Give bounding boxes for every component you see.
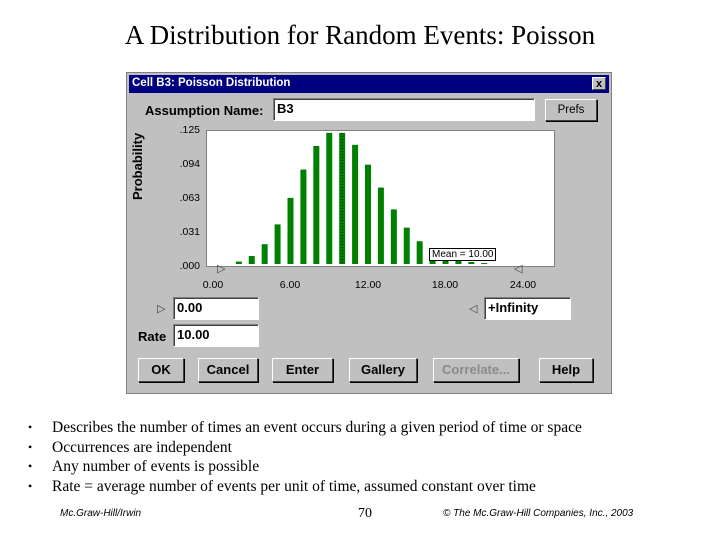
probability-bar	[365, 165, 371, 264]
probability-bar	[236, 262, 242, 264]
x-tick-label: 24.00	[509, 279, 537, 291]
bullet-icon: •	[28, 478, 33, 493]
upper-bound-icon: ◁	[469, 303, 478, 315]
probability-bar	[404, 228, 410, 264]
footer-publisher: Mc.Graw-Hill/Irwin	[60, 508, 142, 519]
upper-bound-grabber-icon[interactable]: ◁	[514, 263, 523, 275]
dialog-title: Cell B3: Poisson Distribution	[132, 77, 291, 89]
probability-bar	[352, 145, 358, 264]
probability-bar	[275, 224, 281, 264]
x-tick-label: 0.00	[202, 279, 224, 291]
correlate-button: Correlate...	[433, 358, 519, 382]
dialog-titlebar[interactable]	[129, 75, 609, 93]
upper-bound-input[interactable]: +Infinity	[484, 297, 571, 320]
prefs-button[interactable]: Prefs	[545, 99, 597, 121]
bullet-text: Describes the number of times an event occurs during a given period of time or space	[52, 419, 582, 436]
cancel-button[interactable]: Cancel	[198, 358, 258, 382]
bullet-icon: •	[28, 420, 33, 434]
probability-bar	[468, 262, 474, 264]
lower-bound-input[interactable]: 0.00	[173, 297, 259, 320]
help-button[interactable]: Help	[539, 358, 593, 382]
enter-button[interactable]: Enter	[272, 358, 333, 382]
footer-copyright: © The Mc.Graw-Hill Companies, Inc., 2003	[443, 508, 634, 519]
bullet-item	[28, 457, 582, 477]
x-tick-label: 6.00	[279, 279, 301, 291]
bullet-list	[28, 418, 582, 496]
probability-bar	[313, 146, 319, 264]
distribution-plot	[206, 130, 555, 267]
bullet-text: Rate = average number of events per unit of time, assumed constant over time	[52, 477, 536, 495]
bullet-icon: •	[28, 439, 33, 454]
probability-bar	[417, 241, 423, 264]
probability-bar	[326, 133, 332, 264]
y-tick-label: .000	[179, 260, 200, 272]
x-tick-label: 18.00	[431, 279, 459, 291]
bullet-text: Occurrences are independent	[52, 438, 232, 456]
page-number: 70	[358, 506, 372, 521]
probability-bar	[262, 244, 268, 264]
y-tick-label: .031	[179, 226, 200, 238]
bullet-text: Any number of events is possible	[52, 458, 260, 475]
rate-label: Rate	[138, 329, 167, 344]
y-tick-label: .125	[179, 124, 200, 136]
probability-axis-label: Probability	[130, 132, 145, 200]
distribution-chart	[207, 131, 554, 266]
rate-input[interactable]: 10.00	[173, 324, 259, 347]
mean-label: Mean = 10.00	[429, 248, 496, 261]
bullet-item	[28, 418, 582, 438]
assumption-name-label: Assumption Name:	[145, 103, 264, 118]
probability-bar	[391, 209, 397, 264]
probability-bar	[481, 263, 487, 264]
close-button[interactable]: x	[592, 77, 606, 90]
ok-button[interactable]: OK	[138, 358, 184, 382]
x-tick-label: 12.00	[354, 279, 382, 291]
probability-bar	[378, 188, 384, 264]
bullet-icon: •	[28, 459, 33, 473]
probability-bar	[249, 256, 255, 264]
probability-bar	[288, 198, 294, 264]
lower-bound-grabber-icon[interactable]: ▷	[217, 263, 226, 275]
y-tick-label: .094	[179, 158, 200, 170]
gallery-button[interactable]: Gallery	[349, 358, 417, 382]
y-tick-label: .063	[179, 192, 200, 204]
lower-bound-icon: ▷	[157, 303, 166, 315]
bullet-item	[28, 477, 582, 497]
probability-bar	[300, 170, 306, 264]
assumption-name-input[interactable]: B3	[273, 98, 535, 121]
slide-title: A Distribution for Random Events: Poisson	[124, 20, 596, 50]
bullet-item	[28, 438, 582, 458]
poisson-distribution-dialog	[126, 72, 612, 394]
